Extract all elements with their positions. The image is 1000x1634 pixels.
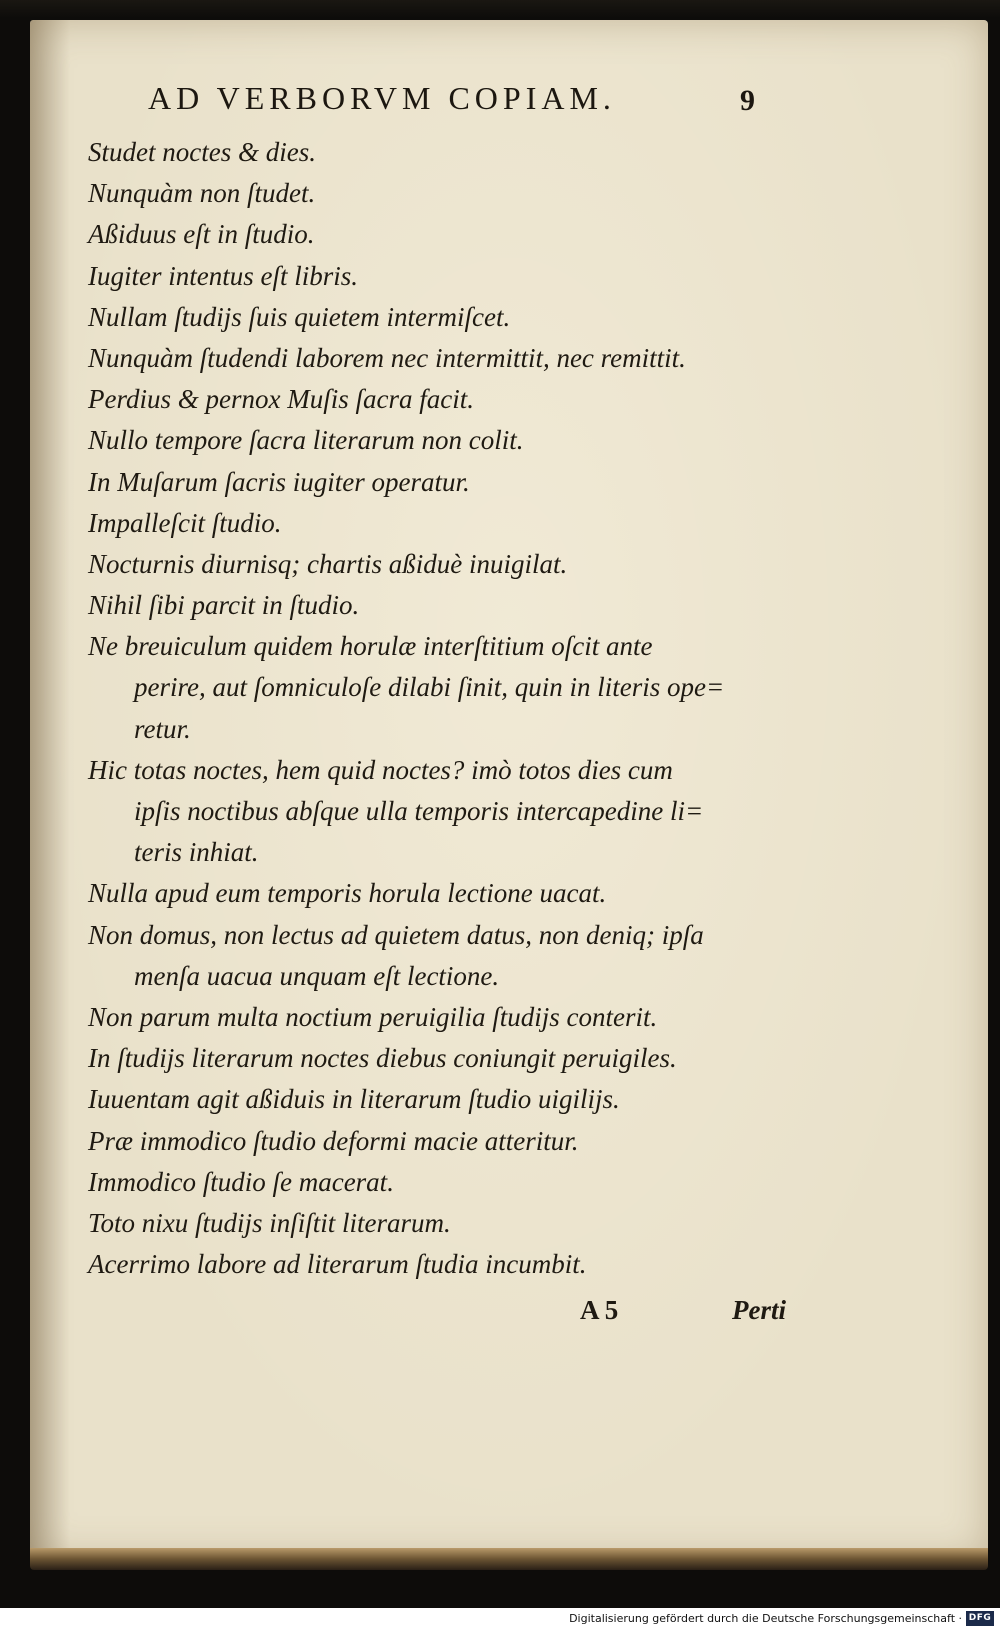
text-line: Nullam ſtudijs ſuis quietem intermiſcet. [88, 301, 511, 332]
running-head: AD VERBORVM COPIAM. [148, 80, 616, 116]
text-line: Acerrimo labore ad literarum ſtudia incumbit. [88, 1249, 587, 1280]
folio-number: 9 [740, 84, 755, 117]
text-line: Aßiduus eſt in ſtudio. [88, 219, 315, 250]
text-line: perire, aut ſomniculoſe dilabi ſinit, quin in literis ope= [134, 672, 725, 703]
dfg-logo: DFG [966, 1611, 994, 1626]
scan-background-top [0, 0, 1000, 18]
catchword: Perti [732, 1295, 786, 1325]
text-line: Impalleſcit ſtudio. [88, 507, 282, 538]
text-line: Nullo tempore ſacra literarum non colit. [88, 425, 524, 456]
text-line: menſa uacua unquam eſt lectione. [134, 960, 500, 991]
text-line: retur. [134, 713, 191, 744]
text-line: Nulla apud eum temporis horula lectione uacat. [88, 878, 607, 909]
text-line: Non domus, non lectus ad quietem datus, non deniq; ipſa [88, 919, 704, 950]
text-line: Iugiter intentus eſt libris. [88, 260, 358, 291]
text-line: Nocturnis diurnisq; chartis aßiduè inuigilat. [88, 548, 568, 579]
text-line: Iuuentam agit aßiduis in literarum ſtudio uigilijs. [88, 1084, 620, 1115]
signature-mark: A 5 [580, 1295, 619, 1325]
text-line: In Muſarum ſacris iugiter operatur. [88, 466, 470, 497]
text-line: Non parum multa noctium peruigilia ſtudijs conterit. [88, 1001, 658, 1032]
text-line: Nunquàm non ſtudet. [88, 178, 316, 209]
text-line: ipſis noctibus abſque ulla temporis intercapedine li= [134, 796, 704, 826]
text-line: Nunquàm ſtudendi laborem nec intermittit, nec remittit. [88, 342, 686, 373]
text-line: Studet noctes & dies. [88, 137, 316, 167]
text-line: Ne breuiculum quidem horulæ interſtitium oſcit ante [88, 631, 653, 662]
text-line: Perdius & pernox Muſis ſacra facit. [88, 384, 474, 415]
text-line: In ſtudijs literarum noctes diebus coniungit peruigiles. [88, 1043, 677, 1074]
body-text [88, 132, 808, 1285]
text-line: Toto nixu ſtudijs inſiſtit literarum. [88, 1207, 451, 1238]
text-line: Hic totas noctes, hem quid noctes? imò totos dies cum [88, 754, 673, 785]
text-line: Nihil ſibi parcit in ſtudio. [88, 590, 360, 621]
text-line: teris inhiat. [134, 837, 259, 868]
footer-credit: Digitalisierung gefördert durch die Deutsche Forschungsgemeinschaft · [569, 1612, 962, 1625]
text-line: Immodico ſtudio ſe macerat. [88, 1166, 394, 1197]
page-bottom-edge [30, 1548, 988, 1570]
text-line: Præ immodico ſtudio deformi macie atteritur. [88, 1125, 579, 1156]
